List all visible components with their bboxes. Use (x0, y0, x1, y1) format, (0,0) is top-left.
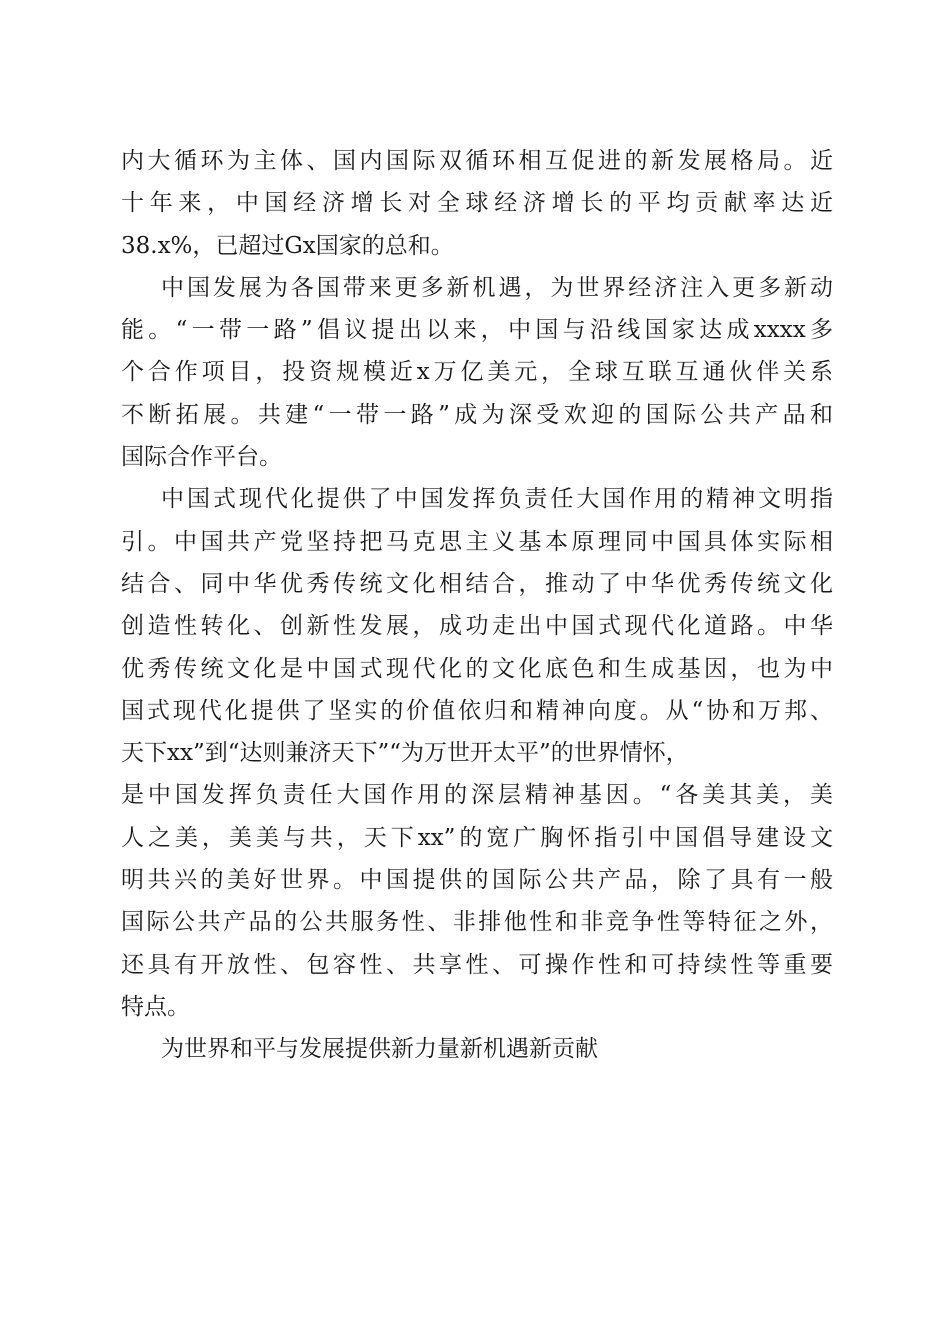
text-line: 38.x%，已超过Gx国家的总和。 (121, 232, 454, 259)
text-line: 不断拓展。共建“一带一路”成为深受欢迎的国际公共产品和 (121, 401, 833, 428)
text-line: 引。中国共产党坚持把马克思主义基本原理同中国具体实际相 (121, 528, 833, 555)
text-line: 特点。 (121, 993, 190, 1020)
text-line: 内大循环为主体、国内国际双循环相互促进的新发展格局。近 (121, 148, 833, 174)
text-line: 创造性转化、创新性发展，成功走出中国式现代化道路。中华 (121, 613, 833, 640)
text-line: 人之美，美美与共，天下xx”的宽广胸怀指引中国倡导建设文 (121, 824, 833, 851)
text-line: 国际公共产品的公共服务性、非排他性和非竞争性等特征之外， (121, 909, 833, 936)
text-line: 个合作项目，投资规模近x万亿美元，全球互联互通伙伴关系 (121, 359, 833, 386)
text-line: 能。“一带一路”倡议提出以来，中国与沿线国家达成xxxx多 (121, 317, 833, 344)
text-line: 天下xx”到“达则兼济天下”“为万世开太平”的世界情怀， (121, 740, 689, 767)
text-line: 中国发展为各国带来更多新机遇，为世界经济注入更多新动 (161, 274, 833, 301)
text-line: 中国式现代化提供了中国发挥负责任大国作用的精神文明指 (161, 486, 833, 513)
paragraph (121, 140, 833, 267)
text-line: 还具有开放性、包容性、共享性、可操作性和可持续性等重要 (121, 951, 833, 978)
section-heading (121, 1028, 833, 1070)
paragraph (121, 478, 833, 1028)
paragraph (121, 267, 833, 478)
heading-text: 为世界和平与发展提供新力量新机遇新贡献 (161, 1036, 598, 1063)
text-line: 优秀传统文化是中国式现代化的文化底色和生成基因，也为中 (121, 655, 833, 682)
text-line: 国式现代化提供了坚实的价值依归和精神向度。从“协和万邦、 (121, 697, 833, 724)
text-line: 十年来，中国经济增长对全球经济增长的平均贡献率达近 (121, 190, 833, 217)
text-line: 国际合作平台。 (121, 444, 282, 471)
text-line: 是中国发挥负责任大国作用的深层精神基因。“各美其美，美 (121, 782, 833, 809)
document-body (121, 140, 833, 1071)
text-line: 明共兴的美好世界。中国提供的国际公共产品，除了具有一般 (121, 867, 833, 894)
text-line: 结合、同中华优秀传统文化相结合，推动了中华优秀传统文化 (121, 570, 833, 597)
